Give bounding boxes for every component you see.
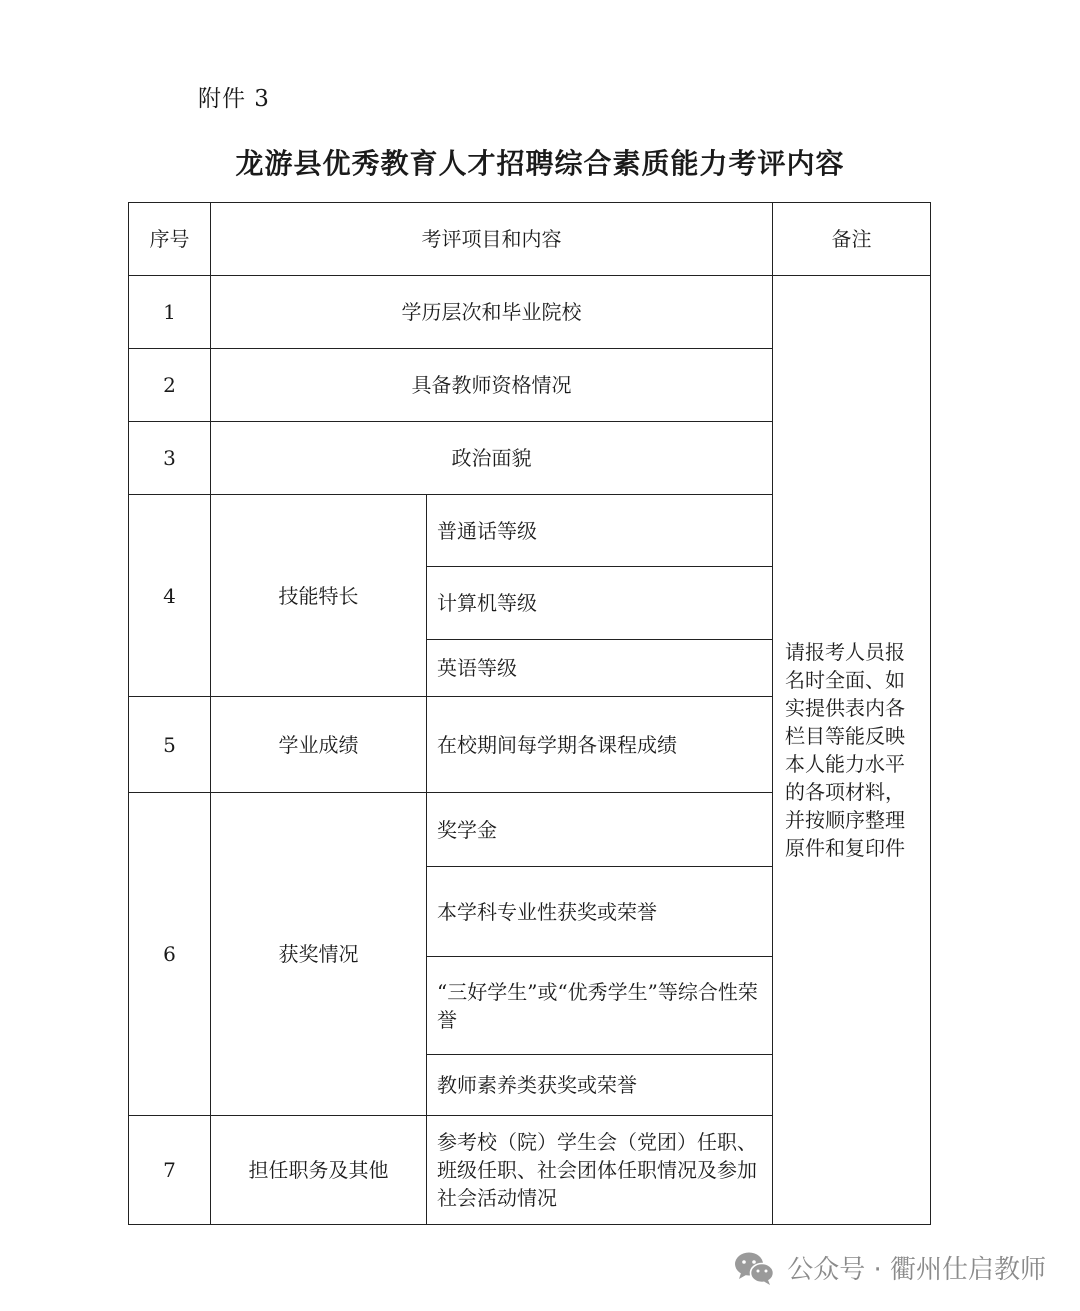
row-no: 5 — [129, 697, 211, 793]
evaluation-table — [128, 202, 931, 1225]
row-item: 学历层次和毕业院校 — [211, 276, 773, 349]
row-subitem: “三好学生”或“优秀学生”等综合性荣誉 — [427, 957, 773, 1055]
table-header-row — [129, 203, 931, 276]
watermark-text: 公众号 · 衢州仕启教师 — [787, 1255, 1046, 1285]
row-category: 获奖情况 — [211, 793, 427, 1116]
row-no: 7 — [129, 1116, 211, 1225]
row-subitem: 计算机等级 — [427, 567, 773, 640]
row-no: 6 — [129, 793, 211, 1116]
row-category: 学业成绩 — [211, 697, 427, 793]
row-subitem: 奖学金 — [427, 793, 773, 867]
row-no: 2 — [129, 349, 211, 422]
row-subitem: 在校期间每学期各课程成绩 — [427, 697, 773, 793]
row-no: 1 — [129, 276, 211, 349]
header-remark: 备注 — [773, 203, 931, 276]
header-no: 序号 — [129, 203, 211, 276]
row-no: 4 — [129, 495, 211, 697]
attachment-label: 附件 3 — [198, 86, 270, 112]
row-category: 技能特长 — [211, 495, 427, 697]
remark-cell: 请报考人员报名时全面、如实提供表内各栏目等能反映本人能力水平的各项材料，并按顺序整理原件和复印件 — [773, 276, 931, 1225]
row-subitem: 教师素养类获奖或荣誉 — [427, 1055, 773, 1116]
row-subitem: 本学科专业性获奖或荣誉 — [427, 867, 773, 957]
row-category: 担任职务及其他 — [211, 1116, 427, 1225]
watermark — [733, 1249, 1046, 1286]
wechat-icon — [733, 1250, 777, 1286]
document-title: 龙游县优秀教育人才招聘综合素质能力考评内容 — [235, 147, 845, 180]
row-item: 政治面貌 — [211, 422, 773, 495]
row-item: 具备教师资格情况 — [211, 349, 773, 422]
row-subitem: 参考校（院）学生会（党团）任职、班级任职、社会团体任职情况及参加社会活动情况 — [427, 1116, 773, 1225]
table-row — [129, 276, 931, 349]
row-subitem: 普通话等级 — [427, 495, 773, 567]
row-no: 3 — [129, 422, 211, 495]
row-subitem: 英语等级 — [427, 640, 773, 697]
header-item: 考评项目和内容 — [211, 203, 773, 276]
